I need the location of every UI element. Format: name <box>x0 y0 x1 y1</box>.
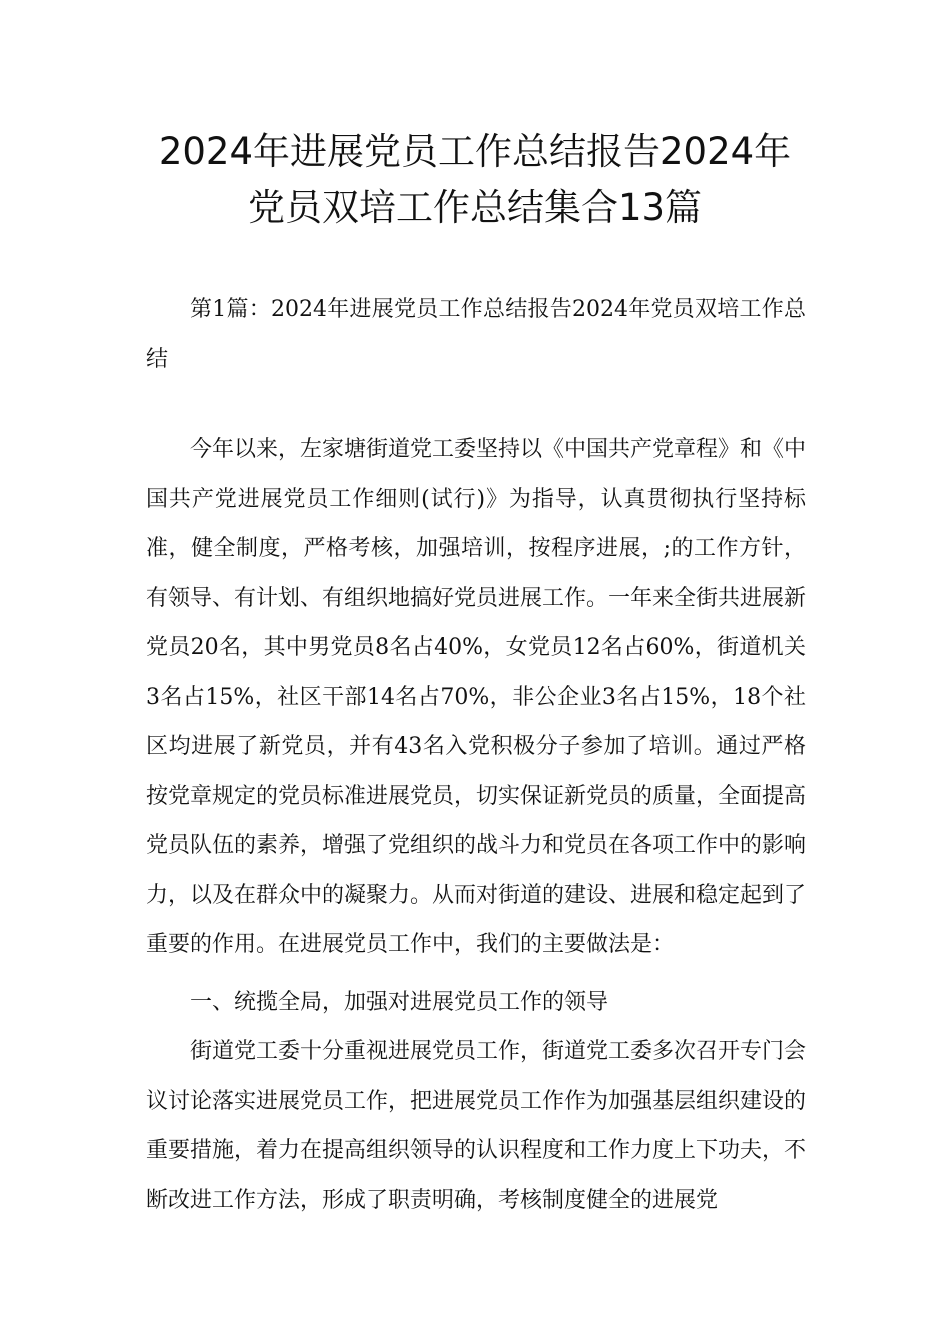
section-heading-1: 一、统揽全局，加强对进展党员工作的领导 <box>190 990 609 1015</box>
document-title-line-1: 2024年进展党员工作总结报告2024年 <box>158 130 792 173</box>
document-title <box>100 124 850 236</box>
chapter-heading: 第1篇：2024年进展党员工作总结报告2024年党员双培工作总结 <box>146 297 806 372</box>
document-title-line-2: 党员双培工作总结集合13篇 <box>247 186 703 229</box>
body-paragraph-section-1: 街道党工委十分重视进展党员工作，街道党工委多次召开专门会议讨论落实进展党员工作，把进展党员工作作为加强基层组织建设的重要措施，着力在提高组织领导的认识程度和工作力度上下功夫，不断改进工作方法，形成了职责明确，考核制度健全的进展党 <box>146 1039 807 1213</box>
body-paragraph-intro: 今年以来，左家塘街道党工委坚持以《中国共产党章程》和《中国共产党进展党员工作细则(试行)》为指导，认真贯彻执行坚持标准，健全制度，严格考核，加强培训，按程序进展，;的工作方针，有领导、有计划、有组织地搞好党员进展工作。一年来全街共进展新党员20名，其中男党员8名占40%，女党员12名占60%，街道机关3名占15%，社区干部14名占70%，非公企业3名占15%，18个社区均进展了新党员，并有43名入党积极分子参加了培训。通过严格按党章规定的党员标准进展党员，切实保证新党员的质量，全面提高党员队伍的素养，增强了党组织的战斗力和党员在各项工作中的影响力，以及在群众中的凝聚力。从而对街道的建设、进展和稳定起到了重要的作用。在进展党员工作中，我们的主要做法是： <box>146 437 807 957</box>
